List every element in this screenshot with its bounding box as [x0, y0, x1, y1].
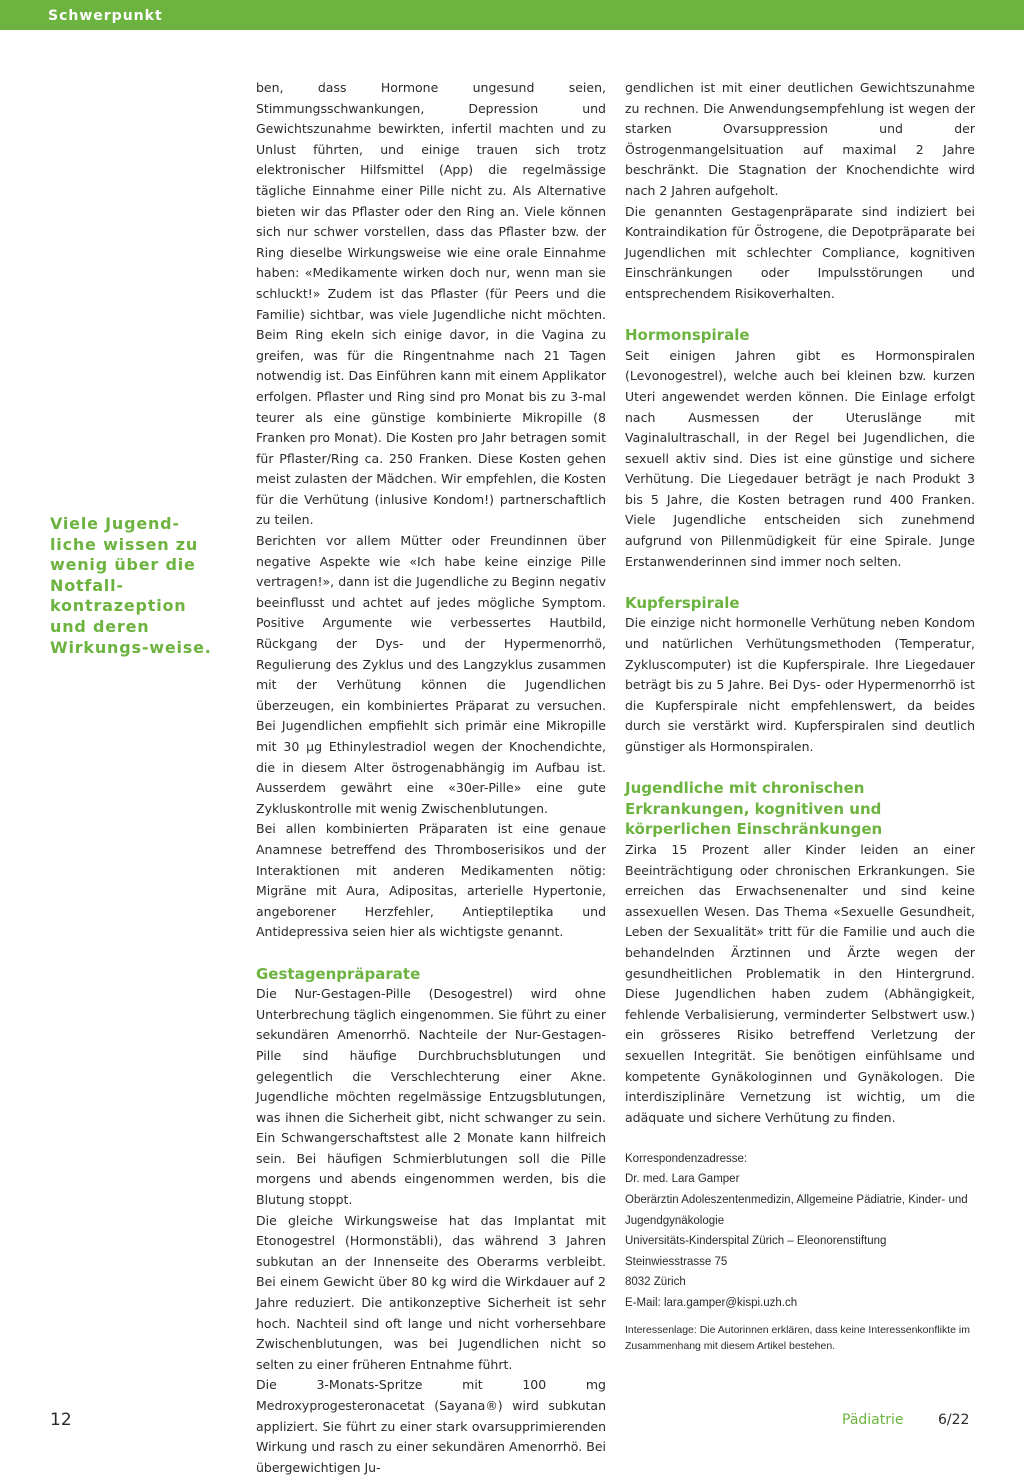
contact-role: Oberärztin Adoleszentenmedizin, Allgemeine Pädiatrie, Kinder- und Jugendgynäkologie — [625, 1194, 968, 1227]
conflict-of-interest-note: Interessenlage: Die Autorinnen erklären, dass keine Interessenkonflikte im Zusammenhang mit diesem Artikel bestehen. — [625, 1323, 970, 1353]
issue-number: 6/22 — [938, 1412, 970, 1428]
page-number: 12 — [50, 1410, 72, 1430]
section-header-bar — [0, 0, 1024, 30]
contact-street: Steinwiesstrasse 75 — [625, 1255, 728, 1268]
paragraph: gendlichen ist mit einer deutlichen Gewichtszunahme zu rechnen. Die Anwendungsempfehlung ist wegen der starken Ovarsuppression und der Östrogenmangelsituation auf maximal 2 Jahre beschränkt. Die Stagnation der Knochendichte wird nach 2 Jahren aufgeholt. — [625, 80, 975, 198]
heading-gestagenpraeparate: Gestagenpräparate — [256, 964, 421, 983]
paragraph: ben, dass Hormone ungesund seien, Stimmungsschwankungen, Depression und Gewichtszunahme bewirkten, infertil machten und zu Unlust führten, und einige trauen sich trotz elektronischer Hilfsmittel (App) die regelmässige tägliche Einnahme einer Pille nicht zu. Als Alternative bieten wir das Pflaster oder den Ring an. Viele können sich nur schwer vorstellen, dass das Pflaster bzw. der Ring dieselbe Wirkungsweise wie eine orale Einnahme haben: «Medikamente wirken doch nur, wenn man sie schluckt!» Zudem ist das Pflaster (für Peers und die Familie) sichtbar, was viele Jugendliche nicht möchten. Beim Ring ekeln sich einige davor, in die Vagina zu greifen, was für die Ringentnahme nach 21 Tagen notwendig ist. Das Einführen kann mit einem Applikator erfolgen. Pflaster und Ring sind pro Monat bis zu 3-mal teurer als eine günstige kombinierte Mikropille (8 Franken pro Monat). Die Kosten pro Jahr betragen somit für Pflaster/Ring ca. 250 Franken. Diese Kosten gehen meist zulasten der Mädchen. Wir empfehlen, die Kosten für die Verhütung (inlusive Kondom!) partnerschaftlich zu teilen. — [256, 80, 606, 528]
contact-email: E-Mail: lara.gamper@kispi.uzh.ch — [625, 1297, 798, 1310]
paragraph: Zirka 15 Prozent aller Kinder leiden an einer Beeinträchtigung oder chronischen Erkrankungen. Sie erreichen das Erwachsenenalter und sind keine assexuellen Wesen. Das Thema «Sexuelle Gesundheit, Leben der Sexualität» tritt für die Familie und auch die behandelnden Ärztinnen und Ärzte wegen der gesundheitlichen Problematik in den Hintergrund. Diese Jugendlichen haben zudem (Abhängigkeit, fehlende Verbalisierung, verminderter Selbstwert usw.) ein grösseres Risiko betreffend Verletzung der sexuellen Integrität. Sie benötigen einfühlsame und kompetente Gynäkologinnen und Gynäkologen. Die interdisziplinäre Vernetzung ist wichtig, um die adäquate und sichere Verhütung zu finden. — [625, 841, 975, 1125]
text-column-left — [256, 78, 606, 1475]
contact-city: 8032 Zürich — [625, 1276, 686, 1289]
heading-hormonspirale: Hormonspirale — [625, 326, 750, 345]
paragraph: Berichten vor allem Mütter oder Freundinnen über negative Aspekte wie «Ich habe keine einzige Pille vertragen!», dann ist die Jugendliche zu Beginn negativ beeinflusst und achtet auf jedes mögliche Symptom. Positive Argumente wie verbessertes Hautbild, Rückgang der Dys- und der Hypermenorrhö, Regulierung des Zyklus und des Langzyklus zusammen mit der Verhütung können die Jugendlichen überzeugen, ein kombiniertes Präparat zu versuchen. Bei Jugendlichen empfiehlt sich primär eine Mikropille mit 30 µg Ethinylestradiol wegen der Knochendichte, die in diesem Alter östrogenabhängig im Aufbau ist. Ausserdem gewährt eine «30er-Pille» eine gute Zykluskontrolle mit wenig Zwischenblutungen. — [256, 533, 606, 816]
paragraph: Die 3-Monats-Spritze mit 100 mg Medroxyprogesteronacetat (Sayana®) wird subkutan appliziert. Sie führt zu einer stark ovarsupprimierenden Wirkung und rasch zu einer sekundären Amenorrhö. Bei übergewichtigen Ju- — [256, 1377, 606, 1475]
contact-institution: Universitäts-Kinderspital Zürich – Eleonorenstiftung — [625, 1235, 887, 1248]
heading-kupferspirale: Kupferspirale — [625, 593, 740, 612]
paragraph: Bei allen kombinierten Präparaten ist eine genaue Anamnese betreffend des Thromboserisikos und der Interaktionen mit anderen Medikamenten nötig: Migräne mit Aura, Adipositas, arterielle Hypertonie, angeborener Herzfehler, Antieptileptika und Antidepressiva seien hier als wichtigste genannt. — [256, 821, 606, 940]
paragraph: Die genannten Gestagenpräparate sind indiziert bei Kontraindikation für Östrogene, die Depotpräparate bei Jugendlichen mit schlechter Compliance, kognitiven Einschränkungen oder Impulsstörungen und entsprechendem Risikoverhalten. — [625, 203, 975, 301]
paragraph: Die gleiche Wirkungsweise hat das Implantat mit Etonogestrel (Hormonstäbli), das während 3 Jahren subkutan an der Innenseite des Oberarms verbleibt. Bei einem Gewicht über 80 kg wird die Wirkdauer auf 2 Jahre reduziert. Die antikonzeptive Sicherheit ist sehr hoch. Nachteil sind oft lange und nicht vorhersehbare Zwischenblutungen, was bei Jugendlichen nicht so selten zu einer früheren Entnahme führt. — [256, 1212, 606, 1372]
paragraph: Die Nur-Gestagen-Pille (Desogestrel) wird ohne Unterbrechung täglich eingenommen. Sie führt zu einer sekundären Amenorrhö. Nachteile der Nur-Gestagen-Pille sind häufige Durchbruchsblutungen und gelegentlich die Verschlechterung einer Akne. Jugendliche möchten regelmässige Entzugsblutungen, was ihnen die Sicherheit gibt, nicht schwanger zu sein. Ein Schwangerschaftstest alle 2 Monate kann hilfreich sein. Bei häufigen Schmierblutungen soll die Pille morgens und abends eingenommen werden, bis die Blutung stoppt. — [256, 986, 606, 1208]
heading-chronische-erkrankungen: Jugendliche mit chronischen Erkrankungen, kognitiven und körperlichen Einschränkungen — [625, 779, 883, 839]
section-label: Schwerpunkt — [48, 8, 163, 24]
journal-name: Pädiatrie — [842, 1412, 904, 1428]
correspondence-address — [625, 1149, 975, 1314]
pull-quote: Viele Jugend-liche wissen zu wenig über die Notfall-kontrazeption und deren Wirkungs-weise. — [50, 514, 212, 657]
contact-name: Dr. med. Lara Gamper — [625, 1173, 740, 1186]
paragraph: Die einzige nicht hormonelle Verhütung neben Kondom und natürlichen Verhütungsmethoden (Temperatur, Zykluscomputer) ist die Kupferspirale. Ihre Liegedauer beträgt bis zu 5 Jahre. Bei Dys- oder Hypermenorrhö ist die Kupferspirale nicht empfehlenswert, da beides durch sie verstärkt wird. Kupferspiralen sind deutlich günstiger als Hormonspiralen. — [625, 615, 975, 754]
paragraph: Seit einigen Jahren gibt es Hormonspiralen (Levonogestrel), welche auch bei kleinen bzw. kurzen Uteri angewendet werden können. Die Einlage erfolgt nach Ausmessen der Uteruslänge mit Vaginalultraschall, in der Regel bei Jugendlichen, die sexuell aktiv sind. Dies ist eine günstige und sichere Verhütung. Die Liegedauer beträgt je nach Produkt 3 bis 5 Jahre, die Kosten betragen rund 400 Franken. Viele Jugendliche entscheiden sich zunehmend aufgrund von Pillenmüdigkeit für eine Spirale. Junge Erstanwenderinnen sind immer noch selten. — [625, 347, 975, 569]
contact-label: Korrespondenzadresse: — [625, 1152, 748, 1165]
text-column-right — [625, 78, 975, 1388]
